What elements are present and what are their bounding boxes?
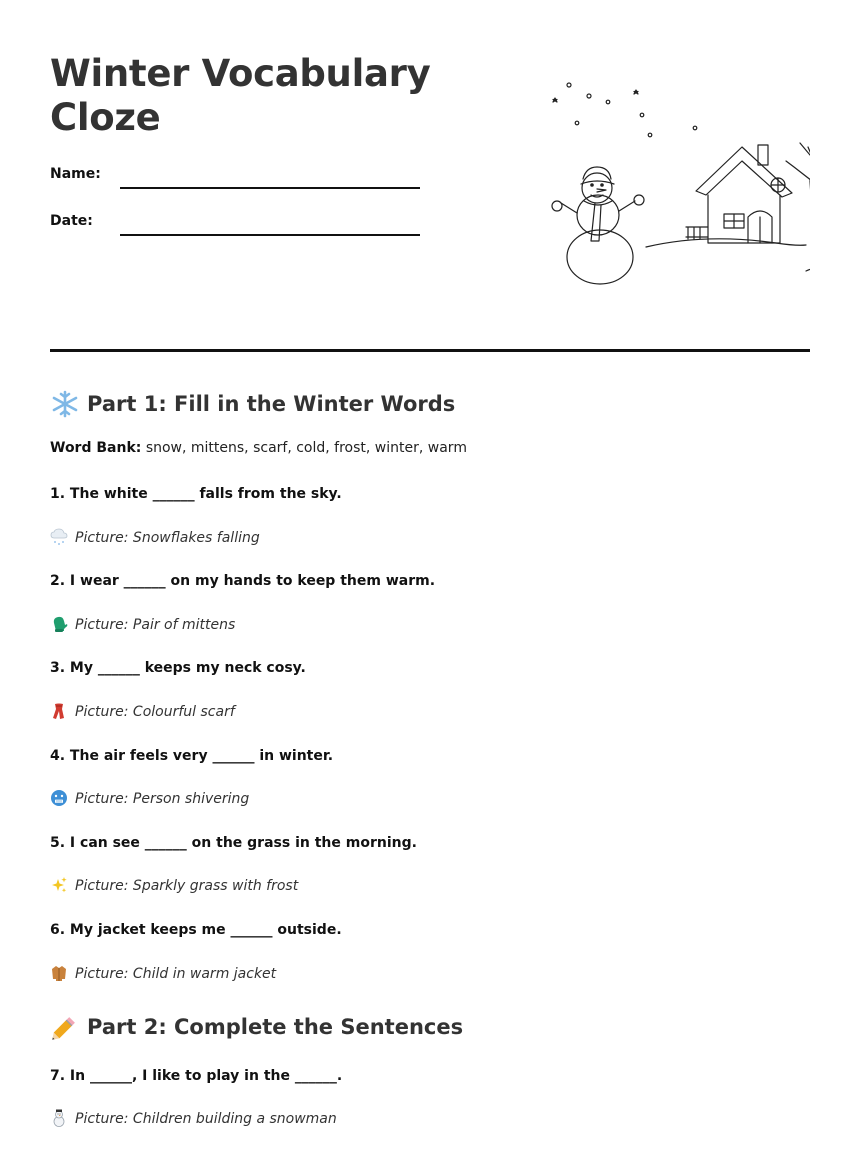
picture-hint-5-text: Picture: Sparkly grass with frost (75, 878, 299, 894)
picture-hint-4 (50, 789, 249, 807)
jacket-icon (50, 964, 68, 982)
picture-hint-2-text: Picture: Pair of mittens (75, 617, 236, 633)
bare-tree-icon (786, 139, 810, 271)
falling-snow-icon (553, 83, 697, 137)
mitten-icon (50, 615, 68, 633)
question-3: 3. My ______ keeps my neck cosy. (50, 660, 306, 676)
snowflake-icon (50, 390, 80, 418)
cold-face-icon (50, 789, 68, 807)
question-1: 1. The white ______ falls from the sky. (50, 486, 342, 502)
date-write-line (120, 234, 420, 236)
picture-hint-1 (50, 528, 260, 546)
snowman-icon (552, 167, 644, 284)
scarf-icon (50, 702, 68, 720)
question-4: 4. The air feels very ______ in winter. (50, 748, 334, 764)
picture-hint-7-text: Picture: Children building a snowman (75, 1111, 337, 1127)
name-label: Name: (50, 166, 101, 182)
question-5: 5. I can see ______ on the grass in the morning. (50, 835, 417, 851)
picture-hint-4-text: Picture: Person shivering (75, 791, 250, 807)
picture-hint-5 (50, 876, 298, 894)
sparkles-icon (50, 876, 68, 894)
pencil-icon (50, 1013, 80, 1041)
question-6: 6. My jacket keeps me ______ outside. (50, 922, 342, 938)
winter-scene-illustration (546, 75, 810, 290)
date-field (50, 213, 470, 237)
part1-heading (50, 390, 455, 418)
worksheet-title: Winter Vocabulary Cloze (50, 52, 431, 139)
header-divider (50, 349, 810, 352)
part2-heading-text: Part 2: Complete the Sentences (87, 1015, 464, 1039)
part1-heading-text: Part 1: Fill in the Winter Words (87, 392, 456, 416)
picture-hint-6 (50, 964, 276, 982)
picture-hint-1-text: Picture: Snowflakes falling (75, 530, 260, 546)
snowman-icon (50, 1109, 68, 1127)
name-write-line (120, 187, 420, 189)
question-2: 2. I wear ______ on my hands to keep them warm. (50, 573, 436, 589)
snow-cloud-icon (50, 528, 68, 546)
snowy-house-icon (686, 145, 792, 243)
date-label: Date: (50, 213, 93, 229)
picture-hint-2 (50, 615, 235, 633)
question-7: 7. In ______, I like to play in the ______. (50, 1068, 343, 1084)
picture-hint-3 (50, 702, 235, 720)
picture-hint-6-text: Picture: Child in warm jacket (75, 966, 277, 982)
word-bank-words: snow, mittens, scarf, cold, frost, winter, warm (145, 440, 467, 456)
name-field (50, 166, 470, 190)
word-bank (50, 440, 467, 456)
picture-hint-7 (50, 1109, 337, 1127)
word-bank-label: Word Bank: (50, 440, 142, 456)
part2-heading (50, 1013, 463, 1041)
picture-hint-3-text: Picture: Colourful scarf (75, 704, 235, 720)
